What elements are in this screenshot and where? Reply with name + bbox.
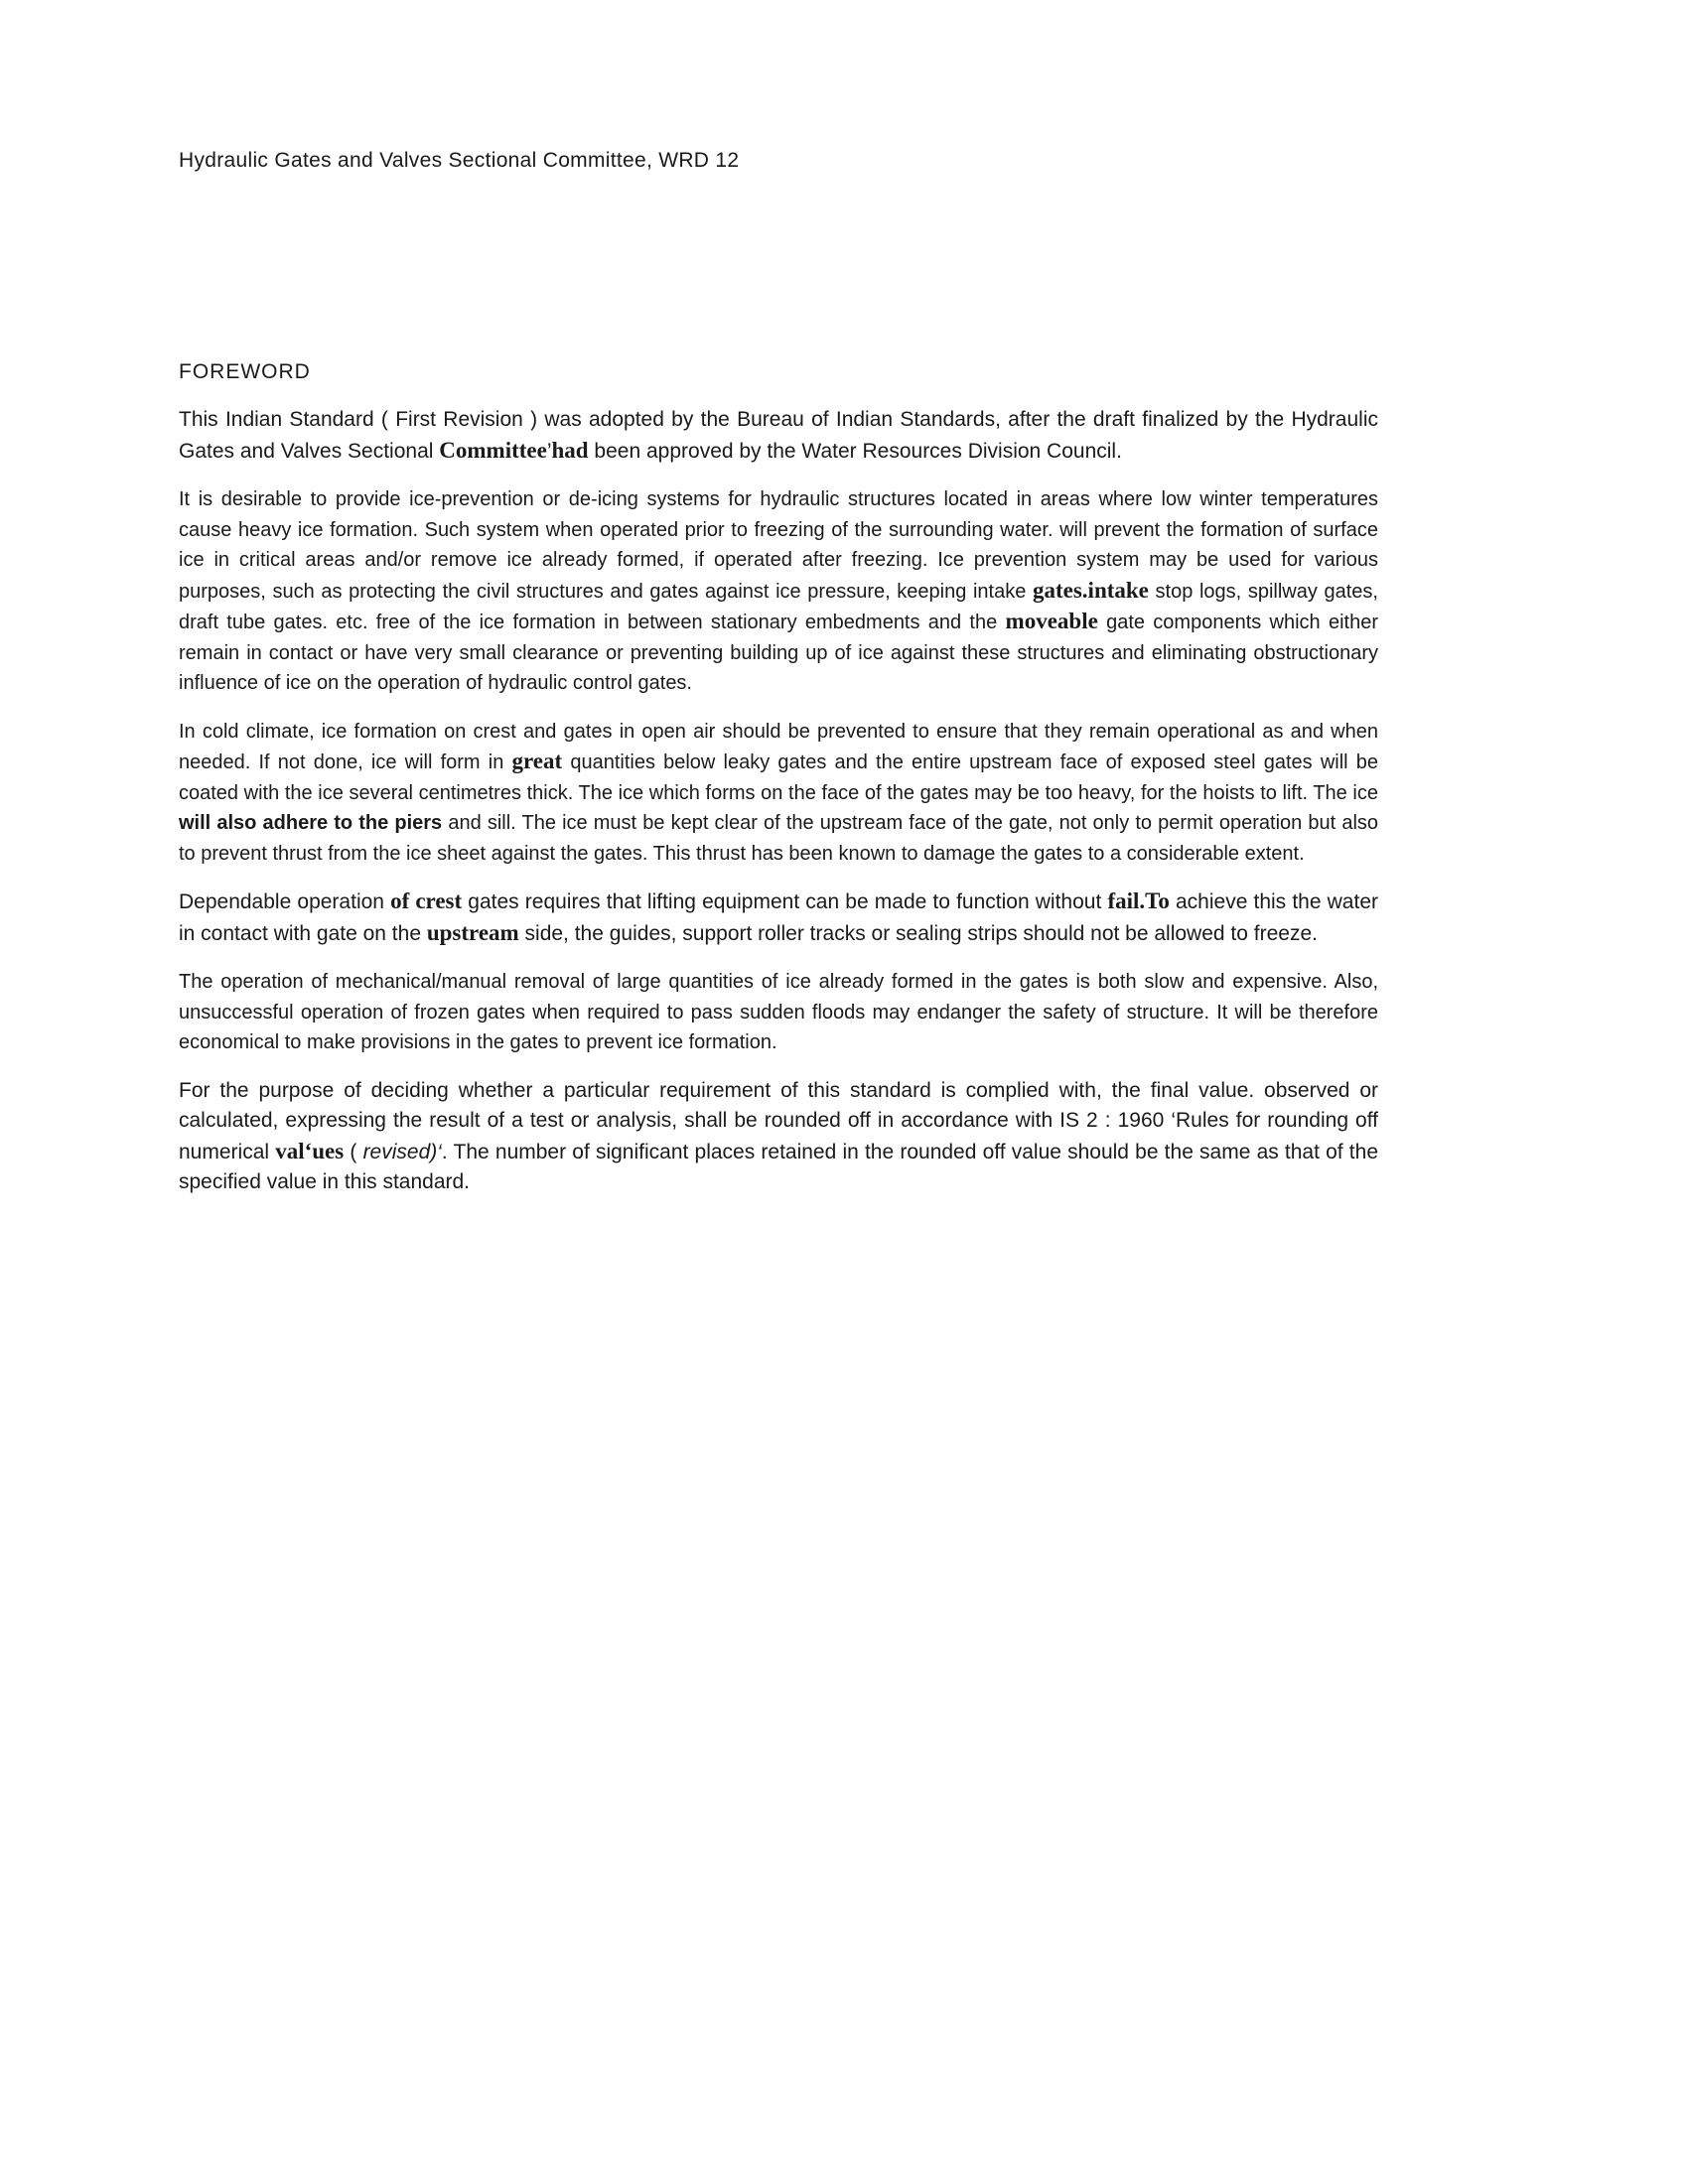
committee-line: Hydraulic Gates and Valves Sectional Committee, WRD 12 [179,149,740,172]
paragraph-rounding-off: For the purpose of deciding whether a particular requirement of this standard is complied with, the final value. observed or calculated, expressing the result of a test or analysis, shall be rounded off in accordance with IS 2 : 1960 ‘Rules for rounding off numerical val‘ues ( revised)‘. The number of significant places retained in the rounded off value should be the same as that of the specified value in this standard. [179,1078,1378,1193]
foreword-heading: FOREWORD [179,360,311,383]
paragraph-adoption: This Indian Standard ( First Revision ) was adopted by the Bureau of Indian Standards, after the draft finalized by the Hydraulic Gates and Valves Sectional Committee’had been approved by the Water Resources Division Council. [179,408,1378,463]
paragraph-ice-prevention: It is desirable to provide ice-prevention or de-icing systems for hydraulic structures located in areas where low winter temperatures cause heavy ice formation. Such system when operated prior to freezing of the surrounding water. will prevent the formation of surface ice in critical areas and/or remove ice already formed, if operated after freezing. Ice prevention system may be used for various purposes, such as protecting the civil structures and gates against ice pressure, keeping intake gates.intake stop logs, spillway gates, draft tube gates. etc. free of the ice formation in between stationary embedments and the moveable gate components which either remain in contact or have very small clearance or preventing building up of ice against these structures and eliminating obstructionary influence of ice on the operation of hydraulic control gates. [179,488,1378,694]
paragraph-dependable-operation: Dependable operation of crest gates requires that lifting equipment can be made to function without fail.To achieve this the water in contact with gate on the upstream side, the guides, support roller tracks or sealing strips should not be allowed to freeze. [179,888,1378,945]
paragraph-cold-climate: In cold climate, ice formation on crest and gates in open air should be prevented to ensure that they remain operational as and when needed. If not done, ice will form in great quantities below leaky gates and the entire upstream face of exposed steel gates will be coated with the ice several centimetres thick. The ice which forms on the face of the gates may be too heavy, for the hoists to lift. The ice will also adhere to the piers and sill. The ice must be kept clear of the upstream face of the gate, not only to permit operation but also to prevent thrust from the ice sheet against the gates. This thrust has been known to damage the gates to a considerable extent. [179,720,1379,865]
foreword-body [179,405,1378,1216]
paragraph-manual-removal: The operation of mechanical/manual removal of large quantities of ice already formed in the gates is both slow and expensive. Also, unsuccessful operation of frozen gates when required to pass sudden floods may endanger the safety of structure. It will be therefore economical to make provisions in the gates to prevent ice formation. [179,971,1378,1053]
